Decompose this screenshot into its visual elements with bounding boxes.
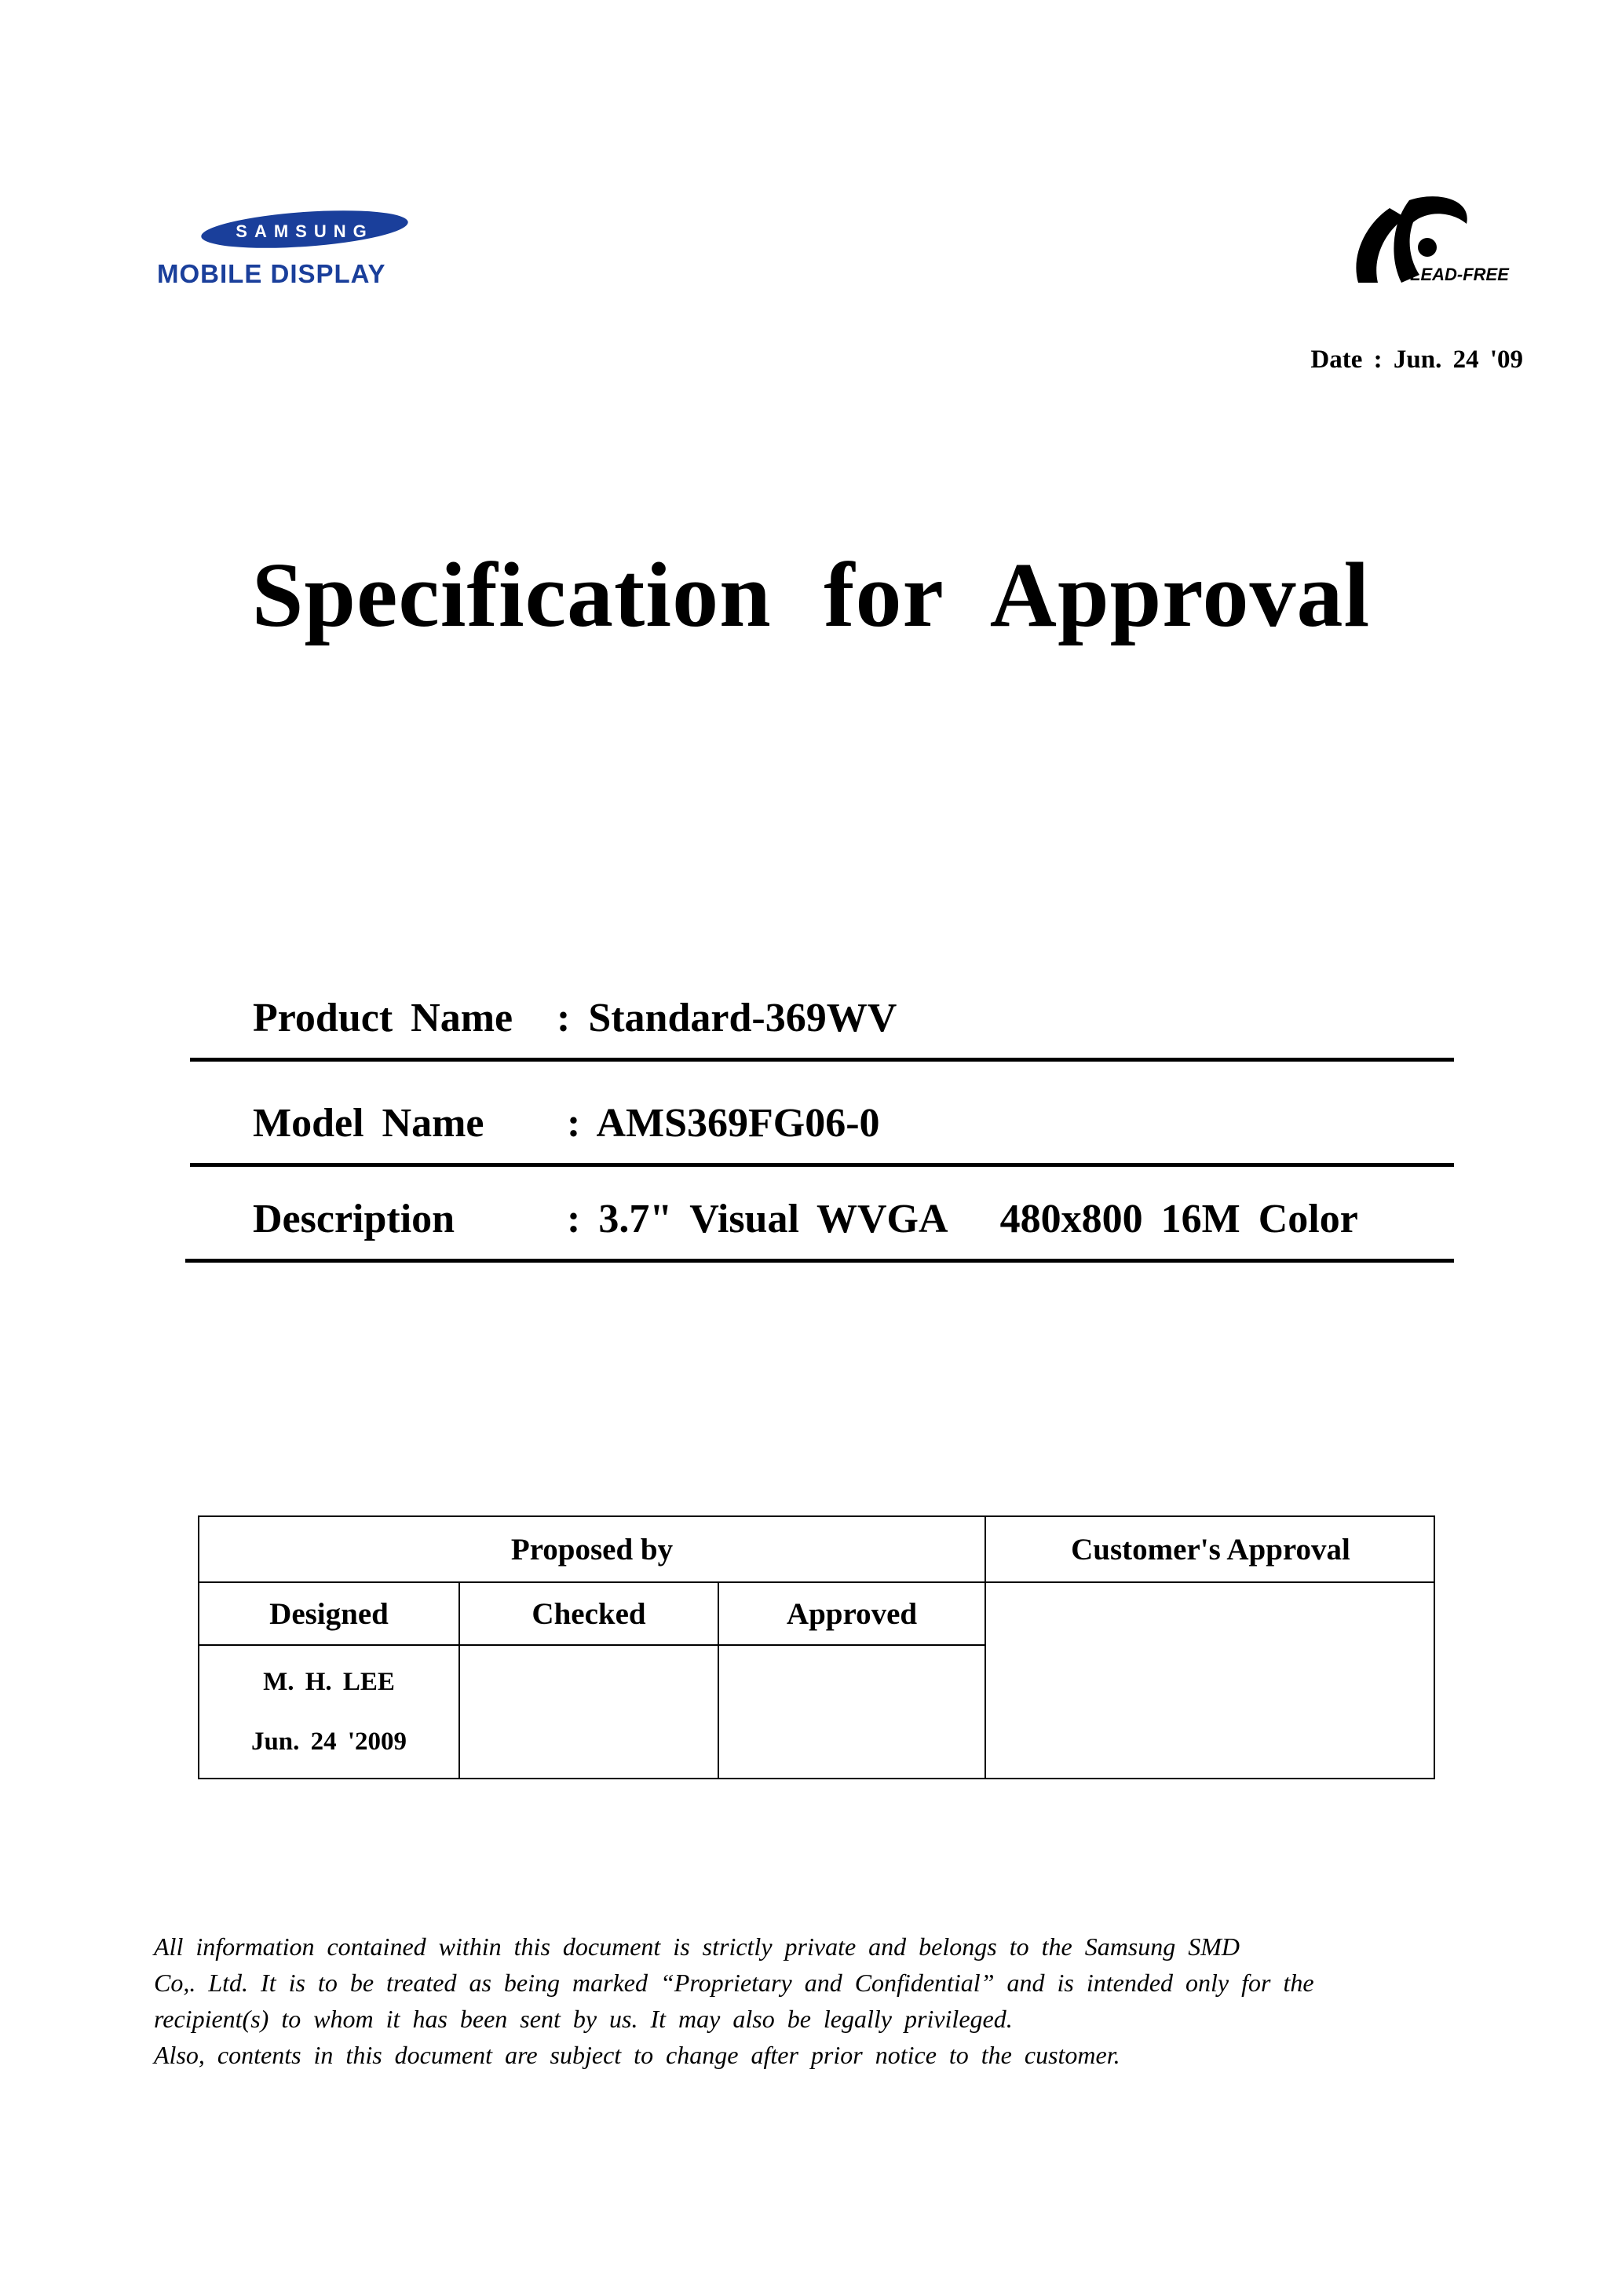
svg-text:LEAD-FREE: LEAD-FREE xyxy=(1410,265,1509,284)
designer-name: M. H. LEE xyxy=(263,1668,395,1696)
notice-line: All information contained within this document is strictly private and belongs to the Samsung SMD xyxy=(154,1932,1240,1961)
product-name-row xyxy=(190,967,1454,1062)
divider xyxy=(185,1259,1454,1263)
description-row xyxy=(185,1168,1454,1263)
lead-free-badge-icon xyxy=(1335,192,1515,294)
page-title: Specification for Approval xyxy=(251,543,1371,646)
customer-approval-header: Customer's Approval xyxy=(1071,1532,1350,1567)
designed-date: Jun. 24 '2009 xyxy=(250,1727,407,1756)
svg-text:SAMSUNG: SAMSUNG xyxy=(236,221,374,241)
description-label: Description xyxy=(253,1197,455,1241)
proposed-by-header: Proposed by xyxy=(510,1532,674,1567)
product-name-label: Product Name xyxy=(253,996,513,1040)
divider xyxy=(190,1058,1454,1062)
description-value: : 3.7" Visual WVGA 480x800 16M Color xyxy=(567,1197,1358,1241)
table-rule xyxy=(985,1517,986,1778)
approved-column-header: Approved xyxy=(786,1596,918,1631)
model-name-label: Model Name xyxy=(253,1101,484,1146)
divider xyxy=(190,1163,1454,1167)
svg-text:MOBILE DISPLAY: MOBILE DISPLAY xyxy=(157,259,386,288)
table-rule xyxy=(199,1644,985,1646)
approval-table xyxy=(198,1515,1435,1779)
designed-column-header: Designed xyxy=(269,1596,389,1631)
document-date: Date : Jun. 24 '09 xyxy=(1310,345,1523,374)
product-name-value: : Standard-369WV xyxy=(557,996,897,1040)
checked-column-header: Checked xyxy=(532,1596,646,1631)
notice-line: Co,. Ltd. It is to be treated as being marked “Proprietary and Confidential” and is intended only for the xyxy=(154,1969,1314,1997)
confidentiality-notice xyxy=(154,1929,1441,2073)
notice-line: Also, contents in this document are subject to change after prior notice to the customer. xyxy=(154,2041,1120,2069)
model-name-row xyxy=(190,1073,1454,1167)
samsung-mobile-display-logo xyxy=(154,206,452,292)
notice-line: recipient(s) to whom it has been sent by us. It may also be legally privileged. xyxy=(154,2005,1013,2033)
model-name-value: : AMS369FG06-0 xyxy=(567,1101,880,1146)
